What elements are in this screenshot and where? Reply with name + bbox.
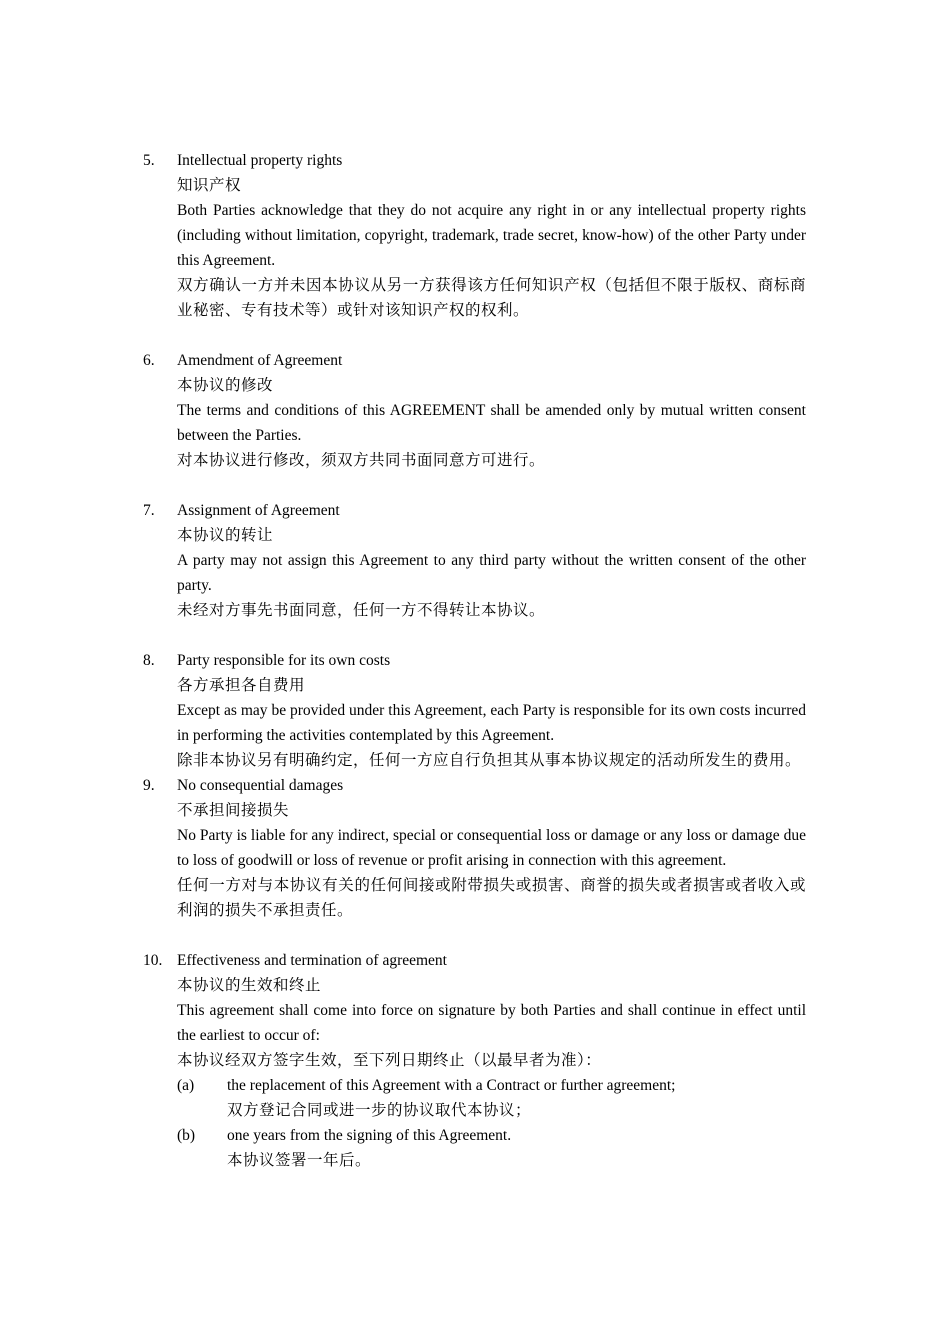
sub-item-text-cn: 双方登记合同或进一步的协议取代本协议；	[227, 1102, 532, 1119]
clause-text-cn: 未经对方事先书面同意，任何一方不得转让本协议。	[177, 602, 546, 619]
clause-text-en: A party may not assign this Agreement to any third party without the written consent of the other party.	[177, 552, 806, 594]
clause-title: Effectiveness and termination of agreement	[177, 952, 447, 969]
clause-number: 7.	[143, 502, 155, 519]
clause-text-en: Except as may be provided under this Agreement, each Party is responsible for its own costs incurred in performing the activities contemplated by this Agreement.	[177, 702, 806, 744]
clause-9	[143, 773, 806, 923]
sub-item-text-cn: 本协议签署一年后。	[227, 1152, 372, 1169]
clause-title: No consequential damages	[177, 777, 344, 794]
clause-8	[143, 648, 806, 773]
sub-item-label: (a)	[177, 1077, 195, 1094]
sub-item-a	[177, 1073, 806, 1123]
clause-title: Intellectual property rights	[177, 152, 343, 169]
clause-text-en: No Party is liable for any indirect, special or consequential loss or damage or any loss or damage due to loss of goodwill or loss of revenue or profit arising in connection with this agreement.	[177, 827, 806, 869]
clause-text-cn: 除非本协议另有明确约定，任何一方应自行负担其从事本协议规定的活动所发生的费用。	[177, 752, 802, 769]
clause-7	[143, 498, 806, 623]
clause-5	[143, 148, 806, 323]
sub-item-label: (b)	[177, 1127, 196, 1144]
clause-text-cn: 对本协议进行修改，须双方共同书面同意方可进行。	[177, 452, 546, 469]
sub-item-text-en: the replacement of this Agreement with a Contract or further agreement;	[227, 1077, 676, 1094]
clause-text-en: Both Parties acknowledge that they do not acquire any right in or any intellectual property rights (including without limitation, copyright, trademark, trade secret, know-how) of the other Party under this Agreement.	[177, 202, 806, 269]
clause-title: Assignment of Agreement	[177, 502, 340, 519]
clause-title-cn: 各方承担各自费用	[177, 677, 306, 694]
clause-text-en: The terms and conditions of this AGREEMENT shall be amended only by mutual written consent between the Parties.	[177, 402, 806, 444]
clause-number: 5.	[143, 152, 155, 169]
clause-title-cn: 本协议的修改	[177, 377, 274, 394]
clause-10	[143, 948, 806, 1173]
clause-text-cn: 任何一方对与本协议有关的任何间接或附带损失或损害、商誉的损失或者损害或者收入或利润的损失不承担责任。	[177, 877, 806, 919]
clause-title-cn: 不承担间接损失	[177, 802, 290, 819]
document-page	[0, 148, 950, 1173]
clause-text-en: This agreement shall come into force on signature by both Parties and shall continue in effect until the earliest to occur of:	[177, 1002, 806, 1044]
clause-title: Amendment of Agreement	[177, 352, 343, 369]
clause-number: 8.	[143, 652, 155, 669]
clause-number: 10.	[143, 952, 163, 969]
clause-text-cn: 双方确认一方并未因本协议从另一方获得该方任何知识产权（包括但不限于版权、商标商业秘密、专有技术等）或针对该知识产权的权利。	[177, 277, 806, 319]
clause-number: 9.	[143, 777, 155, 794]
clause-title-cn: 本协议的生效和终止	[177, 977, 322, 994]
clause-title-cn: 知识产权	[177, 177, 242, 194]
clause-text-cn: 本协议经双方签字生效，至下列日期终止（以最早者为准）：	[177, 1052, 602, 1069]
sub-item-text-en: one years from the signing of this Agreement.	[227, 1127, 512, 1144]
clause-title: Party responsible for its own costs	[177, 652, 391, 669]
clause-number: 6.	[143, 352, 155, 369]
clause-title-cn: 本协议的转让	[177, 527, 274, 544]
sub-item-b	[177, 1123, 806, 1173]
clause-6	[143, 348, 806, 473]
